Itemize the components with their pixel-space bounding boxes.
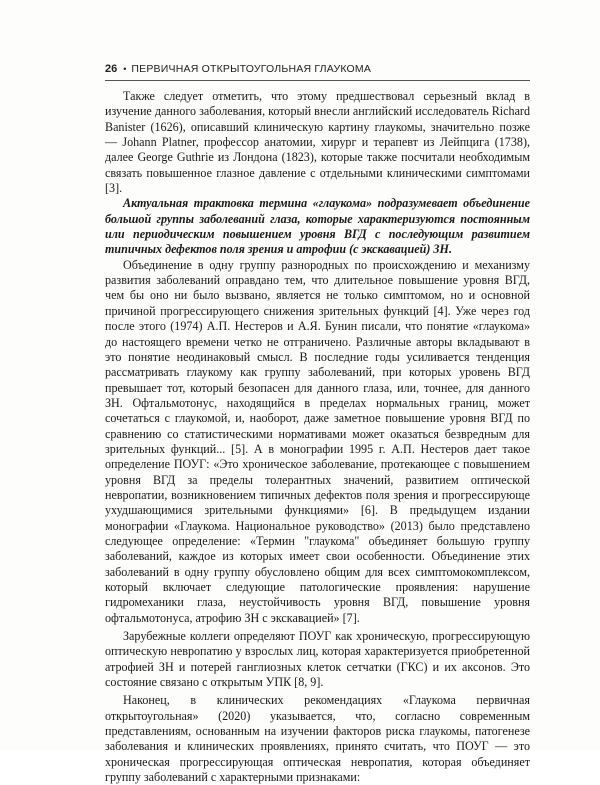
running-title: ПЕРВИЧНАЯ ОТКРЫТОУГОЛЬНАЯ ГЛАУКОМА xyxy=(131,63,372,75)
header-bullet: • xyxy=(123,64,127,74)
header-rule xyxy=(105,80,530,81)
paragraph-foreign: Зарубежные коллеги определяют ПОУГ как хроническую, прогрессирующую оптическую невропатию у взрослых лиц, которая характеризуется приобретенной атрофией ЗН и потерей ганглиозных клеток сетчатки (ГКС) и их аксонов. Это состояние связано с открытым УПК [8, 9]. xyxy=(105,629,530,690)
body-text xyxy=(105,89,530,785)
paragraph-definition: Актуальная трактовка термина «глаукома» подразумевает объединение большой группы заболеваний глаза, которые характеризуются постоянным или периодическим повышением уровня ВГД с последующим развитием типичных дефектов поля зрения и атрофии (с экскавацией) ЗН. xyxy=(105,196,530,257)
running-header xyxy=(105,63,530,81)
paragraph-guidelines: Наконец, в клинических рекомендациях «Глаукома первичная открытоугольная» (2020) указывается, что, согласно современным представлениям, основанным на изучении факторов риска глаукомы, патогенезе заболевания и клинических проявлениях, принято считать, что ПОУГ — это хроническая прогрессирующая оптическая невропатия, которая объединяет группу заболеваний с характерными признаками: xyxy=(105,693,530,785)
paragraph-history: Также следует отметить, что этому предшествовал серьезный вклад в изучение данного заболевания, который внесли английский исследователь Richard Banister (1626), описавший клиническую картину глаукомы, значительно позже — Johann Platner, профессор анатомии, хирург и терапевт из Лейпцига (1738), далее George Guthrie из Лондона (1823), которые также посчитали необходимым связать повышенное глазное давление с отдельными клиническими симптомами [3]. xyxy=(105,89,531,196)
paragraph-grouping: Объединение в одну группу разнородных по происхождению и механизму развития заболеваний оправдано тем, что длительное повышение уровня ВГД, чем бы оно ни было вызвано, является не только симптомом, но и основной причиной прогрессирующего снижения зрительных функций [4]. Уже через год после этого (1974) А.П. Нестеров и А.Я. Бунин писали, что понятие «глаукома» до настоящего времени четко не отграничено. Различные авторы вкладывают в это понятие неодинаковый смысл. В последние годы усиливается тенденция рассматривать глаукому как группу заболеваний, при которых уровень ВГД превышает тот, который безопасен для данного глаза, или, точнее, для данного ЗН. Офтальмотонус, находящийся в пределах нормальных границ, может сочетаться с глаукомой, и, наоборот, даже заметное повышение уровня ВГД по сравнению со статистическими нормативами может оказаться безвредным для зрительных функций... [5]. А в монографии 1995 г. А.П. Нестеров дает такое определение ПОУГ: «Это хроническое заболевание, протекающее с повышением уровня ВГД за пределы толерантных значений, развитием оптической невропатии, возникновением типичных дефектов поля зрения и прогрессирующе ухудшающимися зрительными функциями» [6]. В предыдущем издании монографии «Глаукома. Национальное руководство» (2013) было представлено следующее определение: «Термин "глаукома" объединяет большую группу заболеваний, каждое из которых имеет свои особенности. Объединение этих заболеваний в одну группу обусловлено общим для всех симптомокомплексом, который включает следующие патологические проявления: нарушение гидромеханики глаза, неустойчивость уровня ВГД, повышение уровня офтальмотонуса, атрофию ЗН с экскавацией» [7]. xyxy=(105,257,530,625)
page-number: 26 xyxy=(105,63,118,75)
